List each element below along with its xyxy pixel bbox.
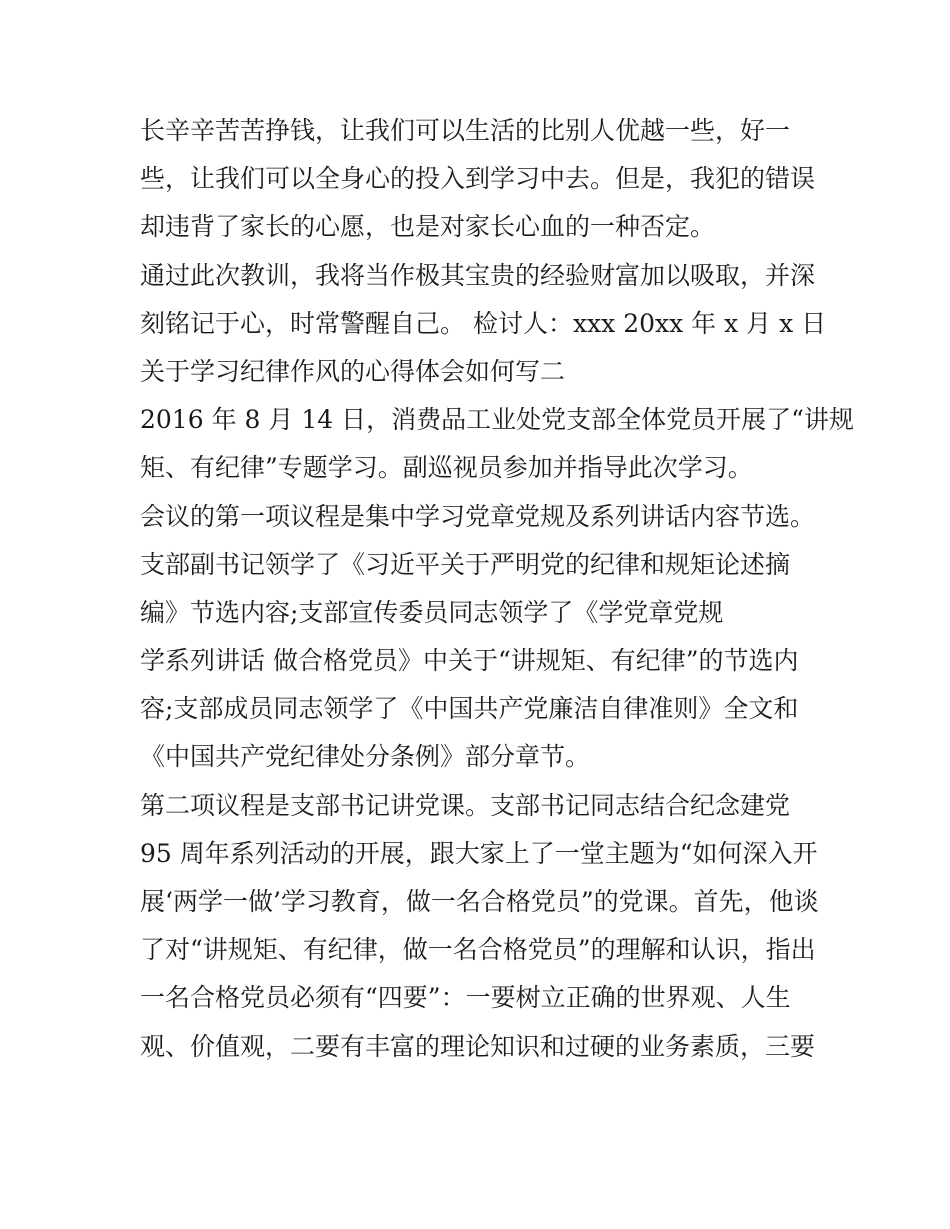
text-line-8: 矩、有纪律”专题学习。副巡视员参加并指导此次学习。 bbox=[140, 453, 753, 483]
text-line-12: 学系列讲话 做合格党员》中关于“讲规矩、有纪律”的节选内 bbox=[140, 646, 799, 676]
text-line-18: 了对“讲规矩、有纪律，做一名合格党员”的理解和认识，指出 bbox=[140, 935, 816, 965]
text-line-7: 2016 年 8 月 14 日，消费品工业处党支部全体党员开展了“讲规 bbox=[140, 405, 854, 435]
text-line-16: 95 周年系列活动的开展，跟大家上了一堂主题为“如何深入开 bbox=[140, 838, 818, 868]
text-line-4: 通过此次教训，我将当作极其宝贵的经验财富加以吸取，并深 bbox=[140, 260, 816, 290]
text-line-1: 长辛辛苦苦挣钱，让我们可以生活的比别人优越一些，好一 bbox=[140, 116, 791, 145]
text-line-10: 支部副书记领学了《习近平关于严明党的纪律和规矩论述摘 bbox=[140, 549, 791, 579]
section-heading: 关于学习纪律作风的心得体会如何写二 bbox=[140, 356, 566, 386]
text-line-15: 第二项议程是支部书记讲党课。支部书记同志结合纪念建党 bbox=[140, 790, 791, 820]
text-line-11: 编》节选内容;支部宣传委员同志领学了《学党章党规 bbox=[140, 597, 724, 627]
text-line-2: 些，让我们可以全身心的投入到学习中去。但是，我犯的错误 bbox=[140, 164, 816, 194]
text-line-9: 会议的第一项议程是集中学习党章党规及系列讲话内容节选。 bbox=[140, 501, 816, 531]
text-line-5: 刻铭记于心，时常警醒自己。 检讨人：xxx 20xx 年 x 月 x 日 bbox=[140, 308, 827, 338]
text-line-19: 一名合格党员必须有“四要”：一要树立正确的世界观、人生 bbox=[140, 983, 791, 1013]
text-line-17: 展‘两学一做’学习教育，做一名合格党员”的党课。首先，他谈 bbox=[140, 887, 819, 916]
document-body bbox=[140, 107, 854, 1071]
text-line-3: 却违背了家长的心愿，也是对家长心血的一种否定。 bbox=[140, 212, 716, 242]
text-line-13: 容;支部成员同志领学了《中国共产党廉洁自律准则》全文和 bbox=[140, 694, 799, 724]
text-line-14: 《中国共产党纪律处分条例》部分章节。 bbox=[140, 742, 591, 772]
text-line-20: 观、价值观，二要有丰富的理论知识和过硬的业务素质，三要 bbox=[140, 1031, 816, 1061]
